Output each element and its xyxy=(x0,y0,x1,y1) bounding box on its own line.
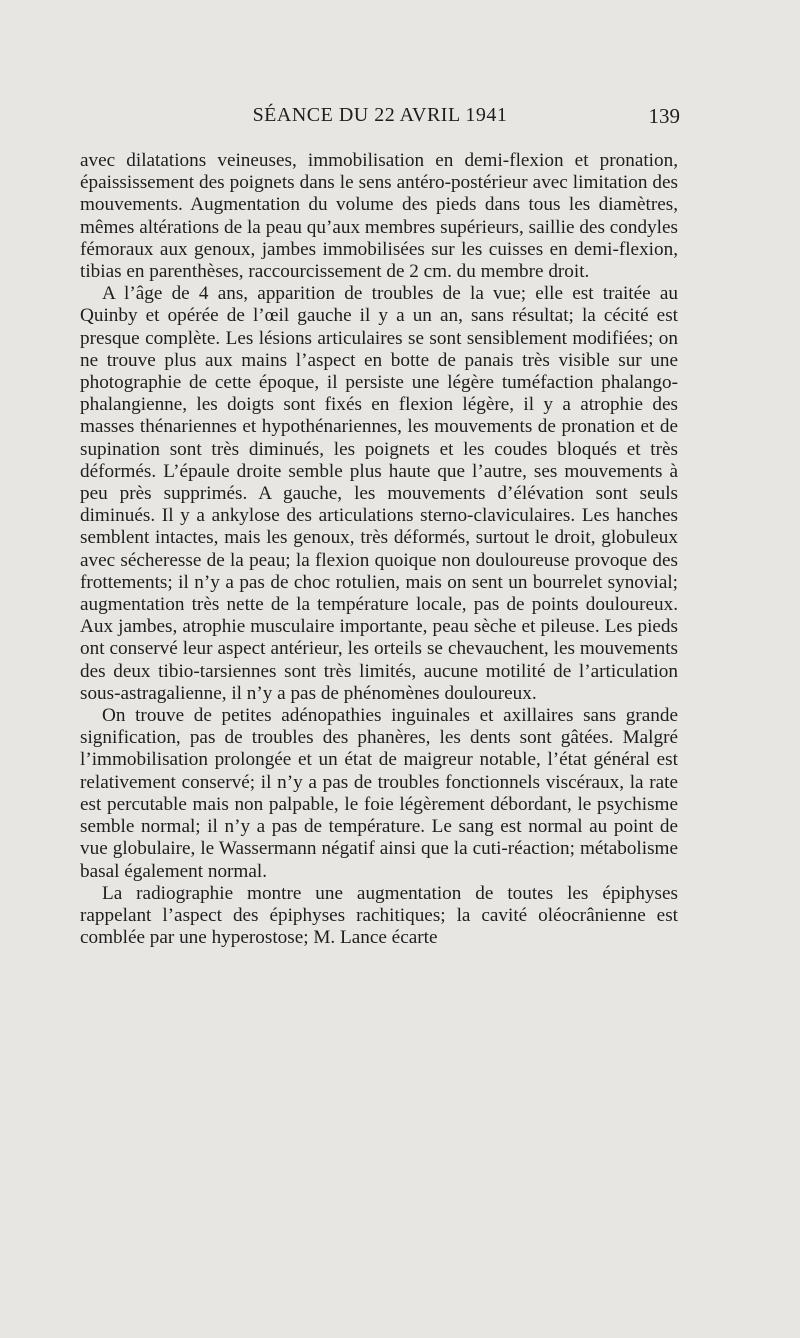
page-header xyxy=(80,100,680,136)
paragraph: A l’âge de 4 ans, apparition de troubles de la vue; elle est traitée au Quinby et opérée de l’œil gauche il y a un an, sans résultat; la cécité est presque complète. Les lésions articulaires se sont sensiblement modifiées; on ne trouve plus aux mains l’aspect en botte de panais très visible sur une photographie de cette époque, il persiste une légère tuméfaction phalango-phalangienne, les doigts sont fixés en flexion légère, il y a atrophie des masses thénariennes et hypothénariennes, les mouvements de pronation et de supination sont très diminués, les poignets et les coudes bloqués et très déformés. L’épaule droite semble plus haute que l’autre, ses mouvements à peu près supprimés. A gauche, les mouvements d’élévation sont seuls diminués. Il y a ankylose des articulations sterno-claviculaires. Les hanches semblent intactes, mais les genoux, très déformés, surtout le droit, globuleux avec sécheresse de la peau; la flexion quoique non douloureuse provoque des frottements; il n’y a pas de choc rotulien, mais on sent un bourrelet synovial; augmentation très nette de la température locale, pas de points douloureux. Aux jambes, atrophie musculaire importante, peau sèche et pileuse. Les pieds ont conservé leur aspect antérieur, les orteils se chevauchent, les mouvements des deux tibio-tarsiennes sont très limités, aucune motilité de l’articulation sous-astragalienne, il n’y a pas de phénomènes douloureux. xyxy=(80,283,678,704)
running-head: SÉANCE DU 22 AVRIL 1941 xyxy=(252,104,508,126)
body-text xyxy=(80,150,678,949)
paragraph-continued: avec dilatations veineuses, immobilisation en demi-flexion et pronation, épaississement des poignets dans le sens antéro-postérieur avec limitation des mouvements. Augmentation du volume des pieds dans tous les diamètres, mêmes altérations de la peau qu’aux membres supérieurs, saillie des condyles fémoraux aux genoux, jambes immobilisées sur les cuisses en demi-flexion, tibias en parenthèses, raccourcissement de 2 cm. du membre droit. xyxy=(80,150,678,283)
paragraph: La radiographie montre une augmentation de toutes les épiphyses rappelant l’aspect des épiphyses rachitiques; la cavité oléocrânienne est comblée par une hyperostose; M. Lance écarte xyxy=(80,882,678,949)
paragraph: On trouve de petites adénopathies inguinales et axillaires sans grande signification, pas de troubles des phanères, les dents sont gâtées. Malgré l’immobilisation prolongée et un état de maigreur notable, l’état général est relativement conservé; il n’y a pas de troubles fonctionnels viscéraux, la rate est percutable mais non palpable, le foie légèrement débordant, le psychisme semble normal; il n’y a pas de température. Le sang est normal au point de vue globulaire, le Wassermann négatif ainsi que la cuti-réaction; métabolisme basal également normal. xyxy=(80,705,678,882)
page-number: 139 xyxy=(648,104,680,128)
